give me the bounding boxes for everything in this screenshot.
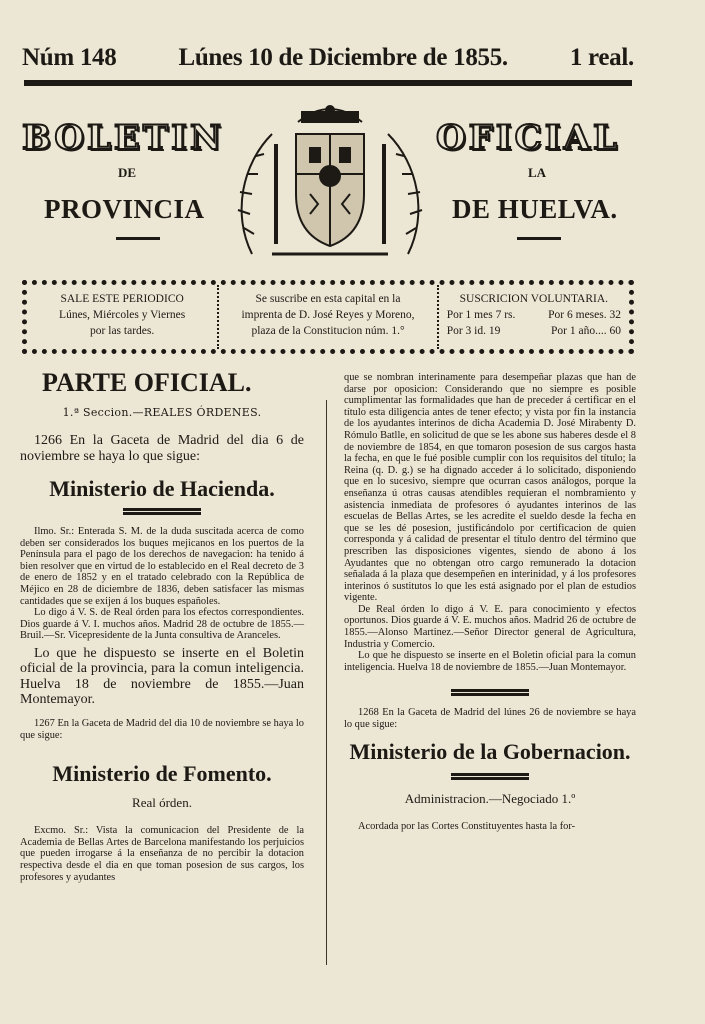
issue-number: Núm 148 (22, 44, 117, 71)
fomento-publication: Lo que he dispuesto se inserte en el Boletin oficial para la comun inteligencia. Huelva 18 de noviembre de 1855.—Juan Montemayor. (344, 650, 636, 673)
divider-ornament (123, 508, 201, 512)
right-column (344, 372, 636, 832)
header-rule (24, 80, 632, 86)
subscription-box (22, 280, 634, 354)
ministerio-hacienda-heading: Ministerio de Hacienda. (49, 476, 275, 501)
price-1-month: Por 1 mes 7 rs. (446, 309, 516, 321)
parte-oficial-heading: PARTE OFICIAL. (42, 368, 252, 397)
issue-header (22, 44, 634, 72)
hacienda-text-2: Lo digo á V. S. de Real órden para los efectos correspondientes. Dios guarde á V. I. muchos años. Madrid 28 de octubre de 1855.—Bruil.—Sr. Vicepresidente de la Junta consultiva de Aranceles. (20, 607, 304, 642)
subscription-place (217, 285, 436, 349)
schedule-line-2: Lúnes, Miércoles y Viernes (59, 309, 186, 321)
item-1268: 1268 En la Gaceta de Madrid del lúnes 26 de noviembre se haya lo que sigue: (344, 707, 636, 731)
coat-of-arms-icon (232, 104, 428, 262)
fomento-closing: De Real órden lo digo á V. E. para conocimiento y efectos oportunos. Dios guarde á V. E. muchos años. Madrid 26 de octubre de 1855.—Alonso Martinez.—Señor Director general de Agricultura, Industria y Comercio. (344, 603, 636, 650)
item-1267: 1267 En la Gaceta de Madrid del dia 10 de noviembre se haya lo que sigue: (20, 717, 304, 741)
issue-price: 1 real. (569, 44, 634, 71)
masthead-la: LA (528, 165, 547, 180)
fomento-continuation: que se nombran interinamente para desempeñar plazas que han de darse por oposicion: Considerando que no siempre es posible cumplimentar las formalidades que han de preceder á certificar en el título esta diligencia antes de tener efecto; y vista por fin la instancia de los ayudantes interinos de dicha Academia D. José Mirabenty D. Rómulo Batlle, en solicitud de que se les abone sus haberes desde el 8 de noviembre de 1854, en que tomaron posesion de sus cargos hasta la fecha, en que le fué posible cumplir con los requisitos del título; la Reina (q. D. g.) se ha dignado acceder á lo solicitado, disponiendo que en lo sucesivo, siempre que ocurran casos análogos, porque la enseñanza ú otras causas atendibles requieran el nombramiento y asistencia inmediata de profesores ó ayudantes interinos de las escuelas de Bellas Artes, se les acredite el sueldo desde la fecha en que se les dé posesion, justificándolo por certificacion de quien corresponda y á calidad de presentar el título dentro del término que prescriben las disposiciones vigentes, siendo de abono á los Ayudantes que no obtengan otro cargo remunerado la dotacion señalada á la plaza que desempeñen en interinidad, y á los profesores interinos ó sustitutos lo que les está asignado por el plan de estudios vigente. (344, 372, 636, 604)
ornament-left (116, 237, 160, 240)
place-line-1: Se suscribe en esta capital en la (255, 293, 401, 305)
acordada-text: Acordada por las Cortes Constituyentes hasta la for- (358, 820, 576, 832)
section-heading: 1.ª Seccion.—REALES ÓRDENES. (62, 406, 262, 419)
divider-ornament-2 (451, 689, 529, 693)
place-line-3: plaza de la Constitucion núm. 1.° (251, 325, 405, 337)
masthead-oficial: OFICIAL (436, 118, 620, 158)
price-6-months: Por 6 meses. 32 (548, 309, 621, 321)
real-orden-heading: Real órden. (132, 795, 192, 811)
left-column (20, 368, 304, 883)
publication-schedule (27, 285, 217, 349)
issue-date: Lúnes 10 de Diciembre de 1855. (178, 44, 508, 71)
column-divider (326, 400, 327, 965)
price-1-year: Por 1 año.... 60 (551, 325, 621, 337)
fomento-text: Excmo. Sr.: Vista la comunicacion del Presidente de la Academia de Bellas Artes de Barcelona manifestando los perjuicios que pueden irrogarse á la enseñanza de no percibir la dotacion respectiva desde el dia en que toman posesion de sus cargos, los profesores y ayudantes (20, 825, 304, 883)
masthead-provincia: PROVINCIA (44, 194, 205, 224)
administracion-heading: Administracion.—Negociado 1.º (404, 790, 576, 806)
hacienda-text: Ilmo. Sr.: Enterada S. M. de la duda suscitada acerca de como deben ser considerados los buques mejicanos en los puertos de la Península para el pago de los derechos de navegacion: ha tenido á bien resolver que en virtud de lo establecido en el Real decreto de 3 de enero de 1852 y en el tratado celebrado con la República de Méjico en 28 de diciembre de 1836, deben satisfacer las mismas cantidades que se exijen á los buques españoles. (20, 526, 304, 607)
masthead-boletin: BOLETIN (22, 118, 225, 158)
subscription-prices (437, 285, 629, 349)
divider-ornament-3 (451, 773, 529, 777)
ministerio-gobernacion-heading: Ministerio de la Gobernacion. (349, 738, 631, 764)
schedule-line-1: SALE ESTE PERIODICO (60, 293, 184, 305)
place-line-2: imprenta de D. José Reyes y Moreno, (241, 309, 415, 321)
masthead-huelva: DE HUELVA. (452, 194, 618, 224)
ornament-right (517, 237, 561, 240)
item-1266: 1266 En la Gaceta de Madrid del dia 6 de noviembre se haya lo que sigue: (20, 433, 304, 464)
ministerio-fomento-heading: Ministerio de Fomento. (52, 761, 272, 787)
masthead-de: DE (118, 165, 137, 180)
hacienda-publication: Lo que he dispuesto se inserte en el Boletin oficial de la provincia, para la comun inteligencia. Huelva 18 de noviembre de 1855.—Juan Montemayor. (20, 645, 304, 708)
prices-title: SUSCRICION VOLUNTARIA. (459, 293, 609, 305)
schedule-line-3: por las tardes. (90, 325, 155, 337)
price-3-months: Por 3 id. 19 (446, 325, 501, 337)
